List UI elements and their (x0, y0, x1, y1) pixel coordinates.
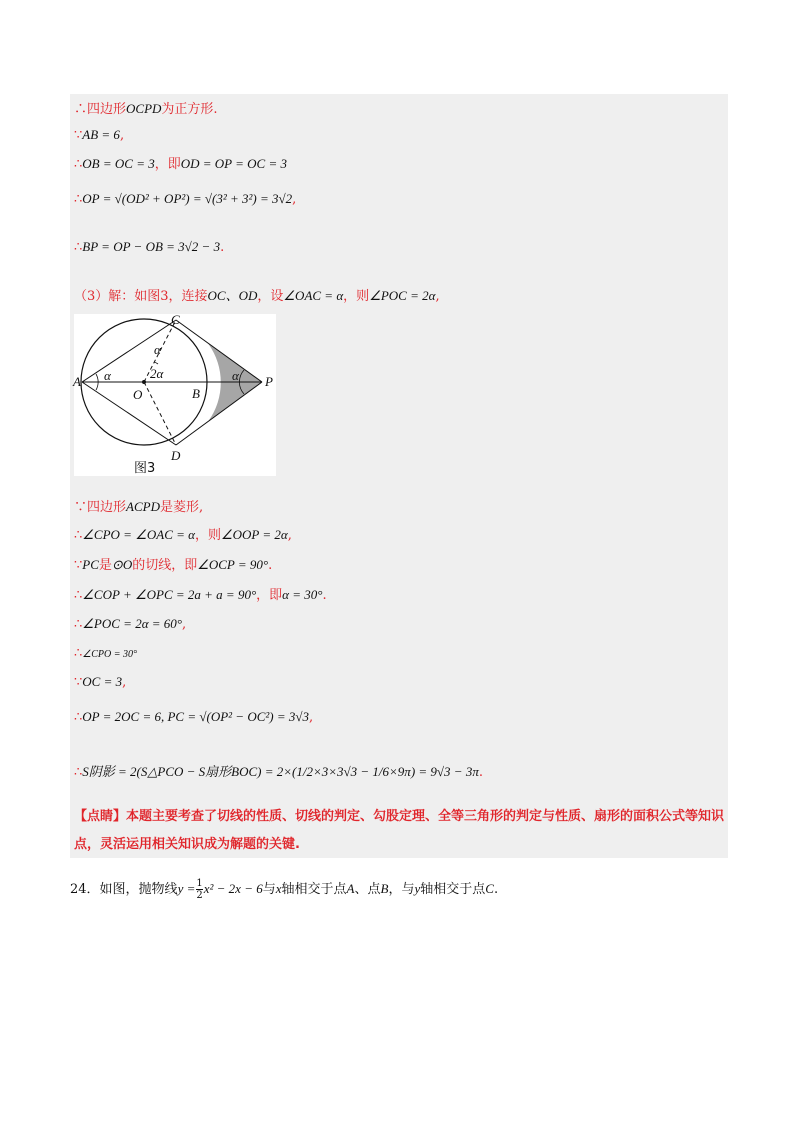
solution-line-1: ∴四边形OCPD为正方形. (74, 101, 218, 117)
angle-a-label: α (104, 368, 111, 383)
label-c: C (171, 312, 180, 327)
angle-c-label: α (154, 342, 161, 357)
solution-line-5: ∴BP = OP − OB = 3√2 − 3. (74, 239, 225, 255)
solution-line-13: ∵OC = 3, (74, 674, 127, 690)
fraction-half: $\frac{1}{2}$ (196, 878, 203, 901)
segment-ad (82, 382, 176, 445)
label-p: P (265, 374, 273, 389)
angle-o-label: 2α (150, 366, 164, 381)
solution-line-11: ∴∠POC = 2α = 60°, (74, 616, 187, 632)
segment-od (144, 382, 176, 445)
solution-line-12: ∴∠CPO = 30° (74, 646, 137, 661)
comment-note: 【点睛】本题主要考查了切线的性质、切线的判定、勾股定理、全等三角形的判定与性质、扇形的面积公式等知识点，灵活运用相关知识成为解题的关键. (74, 809, 725, 852)
label-b: B (192, 386, 200, 401)
label-d: D (171, 448, 181, 463)
label-a: A (73, 374, 81, 389)
solution-line-4: ∴OP = √(OD² + OP²) = √(3² + 3²) = 3√2, (74, 191, 297, 207)
solution-line-9: ∵PC是⊙O的切线，即∠OCP = 90°. (74, 557, 273, 573)
solution-line-14: ∴OP = 2OC = 6, PC = √(OP² − OC²) = 3√3, (74, 709, 314, 725)
solution-line-6: （3）解：如图3，连接OC、OD，设∠OAC = α，则∠POC = 2α, (74, 288, 440, 304)
solution-line-8: ∴∠CPO = ∠OAC = α，则∠OOP = 2α, (74, 527, 292, 543)
geometry-figure (74, 314, 276, 476)
solution-line-2: ∵AB = 6, (74, 127, 125, 143)
question-24: 24．如图，抛物线y = $\frac{1}{2}$ x² − 2x − 6与x轴相交于点A、点B，与y轴相交于点C. (70, 878, 499, 901)
solution-line-3: ∴OB = OC = 3，即OD = OP = OC = 3 (74, 156, 287, 172)
solution-line-10: ∴∠COP + ∠OPC = 2a + a = 90°，即α = 30°. (74, 587, 327, 603)
figure-caption: 图3 (134, 461, 156, 476)
label-o: O (133, 387, 143, 402)
angle-p-label: α (232, 368, 239, 383)
solution-line-15: ∴S阴影 = 2(S△PCO − S扇形BOC) = 2×(1/2×3×3√3 − 1/6×9π) = 9√3 − 3π. (74, 764, 483, 780)
solution-line-7: ∵四边形ACPD是菱形, (74, 499, 204, 515)
